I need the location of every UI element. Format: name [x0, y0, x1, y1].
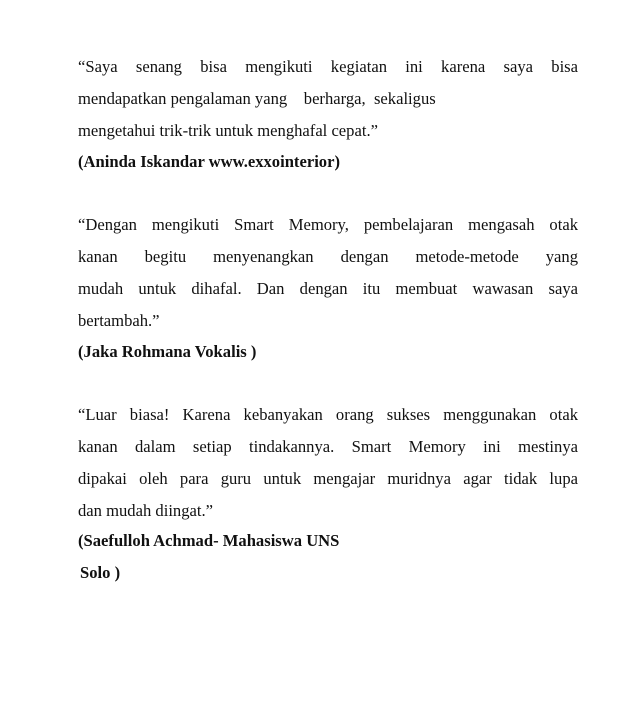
testimonial-3-line-4: dan mudah diingat.” — [78, 501, 214, 520]
testimonial-3-author-line-1: (Saefulloh Achmad- Mahasiswa UNS — [78, 531, 340, 550]
testimonial-2-line-3: mudah untuk dihafal. Dan dengan itu membuat wawasan saya — [78, 279, 578, 298]
testimonial-2-line-2: kanan begitu menyenangkan dengan metode-metode yang — [78, 247, 578, 266]
testimonial-1-line-2: mendapatkan pengalaman yang berharga, sekaligus — [78, 89, 436, 108]
testimonial-2-line-1: “Dengan mengikuti Smart Memory, pembelajaran mengasah otak — [78, 215, 578, 234]
testimonial-3-line-1: “Luar biasa! Karena kebanyakan orang sukses menggunakan otak — [78, 405, 578, 424]
testimonial-1-line-1: “Saya senang bisa mengikuti kegiatan ini karena saya bisa — [78, 57, 578, 76]
testimonial-3-author-line-2: Solo ) — [80, 563, 121, 582]
testimonial-3-line-3: dipakai oleh para guru untuk mengajar muridnya agar tidak lupa — [78, 469, 578, 488]
testimonial-1-line-3: mengetahui trik-trik untuk menghafal cepat.” — [78, 121, 378, 140]
testimonial-3-line-2: kanan dalam setiap tindakannya. Smart Memory ini mestinya — [78, 437, 578, 456]
testimonial-2-line-4: bertambah.” — [78, 311, 160, 330]
testimonial-1-author: (Aninda Iskandar www.exxointerior) — [78, 152, 340, 171]
testimonial-2-author: (Jaka Rohmana Vokalis ) — [78, 342, 257, 361]
